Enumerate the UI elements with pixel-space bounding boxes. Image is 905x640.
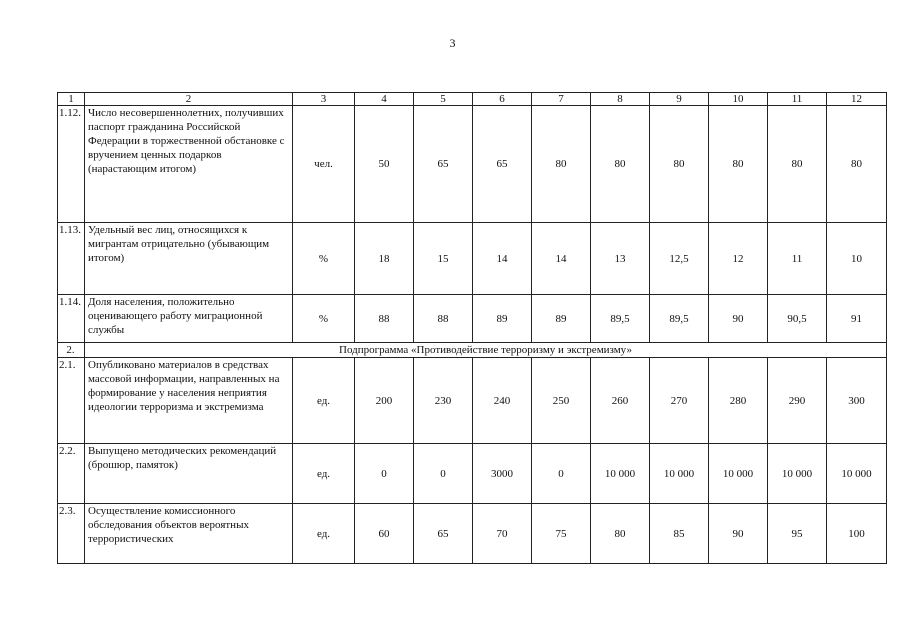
value-cell: 80: [827, 106, 887, 223]
row-number: 1.13.: [58, 223, 85, 295]
value-cell: 80: [709, 106, 768, 223]
indicator-name: Опубликовано материалов в средствах массовой информации, направленных на формирование у населения неприятия идеологии терроризма и экстремизма: [85, 358, 293, 444]
value-cell: 270: [650, 358, 709, 444]
value-cell: 10: [827, 223, 887, 295]
header-cell: 12: [827, 93, 887, 106]
value-cell: 18: [355, 223, 414, 295]
header-cell: 2: [85, 93, 293, 106]
section-title: Подпрограмма «Противодействие терроризму и экстремизму»: [85, 343, 887, 358]
value-cell: 65: [414, 106, 473, 223]
value-cell: 50: [355, 106, 414, 223]
header-cell: 7: [532, 93, 591, 106]
section-number: 2.: [58, 343, 85, 358]
table-row: [58, 504, 887, 564]
value-cell: 95: [768, 504, 827, 564]
page-number: 3: [449, 36, 456, 50]
value-cell: 10 000: [709, 444, 768, 504]
header-cell: 11: [768, 93, 827, 106]
row-number: 2.3.: [58, 504, 85, 564]
row-number: 2.2.: [58, 444, 85, 504]
value-cell: 230: [414, 358, 473, 444]
value-cell: 65: [473, 106, 532, 223]
row-number: 1.14.: [58, 295, 85, 343]
table-row: [58, 358, 887, 444]
value-cell: 14: [532, 223, 591, 295]
value-cell: 240: [473, 358, 532, 444]
value-cell: 10 000: [591, 444, 650, 504]
value-cell: 13: [591, 223, 650, 295]
value-cell: 89,5: [650, 295, 709, 343]
table-row: [58, 223, 887, 295]
value-cell: 90: [709, 504, 768, 564]
value-cell: 10 000: [650, 444, 709, 504]
header-cell: 1: [58, 93, 85, 106]
value-cell: 88: [355, 295, 414, 343]
value-cell: 11: [768, 223, 827, 295]
value-cell: 0: [355, 444, 414, 504]
value-cell: 10 000: [827, 444, 887, 504]
table-row: [58, 106, 887, 223]
table-row: [58, 444, 887, 504]
unit-cell: %: [293, 223, 355, 295]
header-cell: 8: [591, 93, 650, 106]
value-cell: 90,5: [768, 295, 827, 343]
value-cell: 3000: [473, 444, 532, 504]
value-cell: 89: [532, 295, 591, 343]
value-cell: 280: [709, 358, 768, 444]
header-cell: 4: [355, 93, 414, 106]
unit-cell: ед.: [293, 444, 355, 504]
value-cell: 200: [355, 358, 414, 444]
value-cell: 89: [473, 295, 532, 343]
unit-cell: ед.: [293, 358, 355, 444]
value-cell: 65: [414, 504, 473, 564]
value-cell: 80: [591, 504, 650, 564]
value-cell: 80: [532, 106, 591, 223]
value-cell: 290: [768, 358, 827, 444]
indicator-name: Число несовершеннолетних, получивших паспорт гражданина Российской Федерации в торжественной обстановке с вручением ценных подарков (нарастающим итогом): [85, 106, 293, 223]
header-cell: 6: [473, 93, 532, 106]
section-row: [58, 343, 887, 358]
unit-cell: чел.: [293, 106, 355, 223]
row-number: 1.12.: [58, 106, 85, 223]
table-row: [58, 295, 887, 343]
header-cell: 10: [709, 93, 768, 106]
value-cell: 90: [709, 295, 768, 343]
value-cell: 80: [650, 106, 709, 223]
value-cell: 85: [650, 504, 709, 564]
value-cell: 100: [827, 504, 887, 564]
value-cell: 91: [827, 295, 887, 343]
header-cell: 5: [414, 93, 473, 106]
value-cell: 80: [768, 106, 827, 223]
value-cell: 300: [827, 358, 887, 444]
value-cell: 12: [709, 223, 768, 295]
header-cell: 9: [650, 93, 709, 106]
value-cell: 80: [591, 106, 650, 223]
value-cell: 250: [532, 358, 591, 444]
indicator-name: Выпущено методических рекомендаций (брошюр, памяток): [85, 444, 293, 504]
value-cell: 0: [532, 444, 591, 504]
value-cell: 10 000: [768, 444, 827, 504]
value-cell: 60: [355, 504, 414, 564]
unit-cell: ед.: [293, 504, 355, 564]
indicator-name: Удельный вес лиц, относящихся к мигрантам отрицательно (убывающим итогом): [85, 223, 293, 295]
value-cell: 75: [532, 504, 591, 564]
value-cell: 12,5: [650, 223, 709, 295]
indicator-name: Осуществление комиссионного обследования объектов вероятных террористических: [85, 504, 293, 564]
value-cell: 14: [473, 223, 532, 295]
value-cell: 0: [414, 444, 473, 504]
value-cell: 89,5: [591, 295, 650, 343]
header-row: [58, 93, 887, 106]
value-cell: 88: [414, 295, 473, 343]
unit-cell: %: [293, 295, 355, 343]
value-cell: 260: [591, 358, 650, 444]
value-cell: 70: [473, 504, 532, 564]
value-cell: 15: [414, 223, 473, 295]
row-number: 2.1.: [58, 358, 85, 444]
indicators-table: [57, 92, 887, 564]
indicator-name: Доля населения, положительно оценивающего работу миграционной службы: [85, 295, 293, 343]
header-cell: 3: [293, 93, 355, 106]
